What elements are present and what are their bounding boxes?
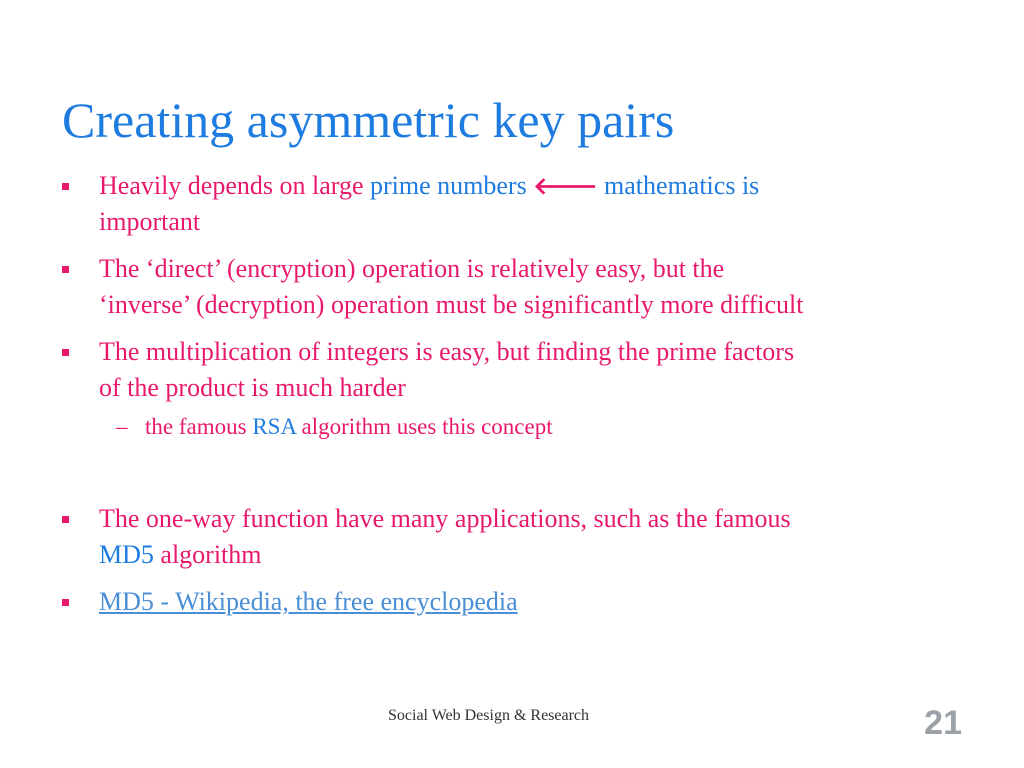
left-arrow-icon: 🡐 [533, 172, 598, 200]
bullet-text-line1: The ‘direct’ (encryption) operation is relatively easy, but the [99, 254, 725, 283]
slide-title: Creating asymmetric key pairs [62, 92, 675, 148]
square-bullet-icon [62, 183, 69, 190]
md5-wikipedia-link[interactable]: MD5 - Wikipedia, the free encyclopedia [99, 587, 518, 616]
sub-text-cont: algorithm uses this concept [295, 414, 553, 439]
bullet-item-multiplication [62, 334, 972, 406]
bullet-item-md5-link [62, 584, 972, 620]
square-bullet-icon [62, 266, 69, 273]
slide-body [62, 168, 972, 631]
bullet-text-cont: algorithm [153, 540, 262, 569]
square-bullet-icon [62, 349, 69, 356]
footer-text: Social Web Design & Research [388, 707, 590, 724]
square-bullet-icon [62, 516, 69, 523]
square-bullet-icon [62, 599, 69, 606]
dash-bullet: – [116, 414, 128, 439]
bullet-text-cont: important [99, 207, 201, 236]
highlight-rsa: RSA [252, 414, 296, 439]
page-number: 21 [924, 704, 962, 742]
sub-item-rsa [62, 411, 972, 443]
highlight-prime-numbers: prime numbers [370, 171, 527, 200]
bullet-text-line1: The one-way function have many applications, such as the famous [99, 504, 791, 533]
highlight-mathematics: mathematics is [604, 171, 760, 200]
sub-text: the famous [145, 414, 253, 439]
highlight-md5: MD5 [99, 540, 154, 569]
bullet-text-line2: ‘inverse’ (decryption) operation must be significantly more difficult [99, 290, 804, 319]
bullet-item-one-way-function [62, 501, 972, 573]
bullet-text-line1: The multiplication of integers is easy, but finding the prime factors [99, 337, 795, 366]
bullet-item-direct-inverse [62, 251, 972, 323]
bullet-item-prime-numbers [62, 168, 972, 240]
bullet-text: Heavily depends on large [99, 171, 370, 200]
bullet-text-line2: of the product is much harder [99, 373, 406, 402]
